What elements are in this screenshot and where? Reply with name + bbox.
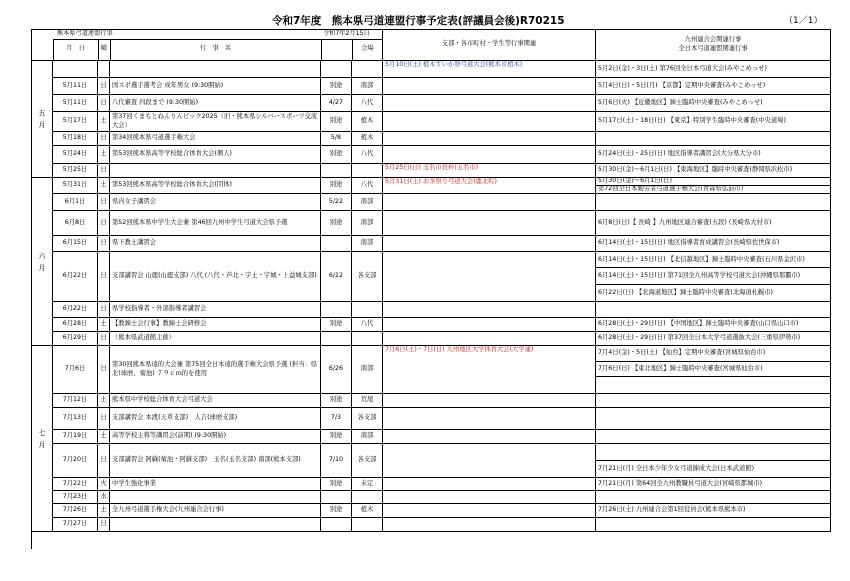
- month-label: 六 月: [31, 178, 53, 346]
- kyushu-event: [596, 478, 831, 491]
- header-left-block: [31, 29, 383, 61]
- event-deadline: 別途: [321, 146, 352, 164]
- kyushu-event-text: 6月14日(土)・15日(日) 地区指導者育成講習会(長崎県佐世保市): [598, 239, 780, 247]
- event-venue: 南部: [352, 194, 383, 211]
- kyushu-event-text: [596, 408, 830, 429]
- event-venue: 植木: [352, 504, 383, 518]
- event-venue: 八代: [352, 178, 383, 194]
- header-col-line: [53, 39, 54, 61]
- kyushu-event: [596, 78, 831, 95]
- branch-event-text: 7月6日(土)・7日(日) 九州地区大学体育大会(大学連): [385, 346, 534, 354]
- event-weekday: 日: [98, 408, 110, 430]
- event-name: 熊本県中学校総合体育大会弓道大会: [110, 394, 321, 408]
- event-weekday: 火: [98, 478, 110, 491]
- kyushu-event-text: [596, 491, 830, 503]
- event-date: 6月1日: [53, 194, 98, 211]
- event-deadline: 別途: [321, 430, 352, 444]
- table-row: [31, 236, 831, 252]
- event-name: [110, 518, 321, 532]
- branch-event: [383, 332, 596, 346]
- event-venue: 南部: [352, 78, 383, 95]
- event-deadline: 別途: [321, 478, 352, 491]
- event-name: 高等学校主将等講習会(前期) (9:30開始): [110, 430, 321, 444]
- event-venue: [352, 332, 383, 346]
- event-date: 6月29日: [53, 332, 98, 346]
- event-date: 6月15日: [53, 236, 98, 252]
- kyushu-event-text: 第72回全日本勤労者弓道選手権大会(青森県弘前市): [598, 185, 744, 193]
- header-kyushu-line2: 全日本弓道連盟関連行事: [678, 44, 748, 52]
- event-venue: 各支部: [352, 444, 383, 478]
- event-name: 【教錬士会行事】教錬士会研修会: [110, 318, 321, 332]
- event-deadline: 6/26: [321, 346, 352, 394]
- event-deadline: [321, 302, 352, 318]
- kyushu-event: [596, 132, 831, 146]
- event-date: 5月17日: [53, 112, 98, 132]
- header-col-line: [98, 39, 99, 61]
- branch-event: [383, 408, 596, 430]
- event-weekday: 日: [98, 132, 110, 146]
- event-deadline: 7/10: [321, 444, 352, 478]
- kyushu-event: [596, 394, 831, 408]
- kyushu-event: [596, 430, 831, 444]
- event-deadline: [321, 61, 352, 78]
- event-date: 7月13日: [53, 408, 98, 430]
- kyushu-event-text: 6月28日(土)・29日(日) 【中国地区】錬士臨時中央審査(山口県山口市): [598, 320, 799, 328]
- page-title: 令和7年度 熊本県弓道連盟行事予定表(評議員会後)R70215: [272, 15, 565, 27]
- event-name: （熊本県武道館主催）: [110, 332, 321, 346]
- header-name: 行 事 名: [200, 45, 231, 52]
- event-venue: 八代: [352, 146, 383, 164]
- kyushu-event: [596, 318, 831, 332]
- event-weekday: [98, 61, 110, 78]
- kyushu-event: [596, 236, 831, 252]
- table-row: [31, 430, 831, 444]
- event-deadline: 6/12: [321, 252, 352, 302]
- event-venue: 南部: [352, 211, 383, 236]
- event-venue: 南部: [352, 346, 383, 394]
- org-label: 熊本県弓道連盟行事: [57, 30, 113, 37]
- event-venue: 八代: [352, 95, 383, 112]
- event-date: 6月22日: [53, 302, 98, 318]
- kyushu-event: [596, 95, 831, 112]
- kyushu-event-text: [596, 444, 830, 461]
- table-row: [31, 408, 831, 430]
- event-deadline: [321, 491, 352, 504]
- event-venue: 南部: [352, 236, 383, 252]
- event-weekday: 日: [98, 346, 110, 394]
- event-name: 第52回熊本県中学生大会兼 第46回九州中学生弓道大会県予選: [110, 211, 321, 236]
- event-date: 7月20日: [53, 444, 98, 478]
- table-row: [31, 211, 831, 236]
- header-kyushu-line1: 九州連合会関連行事: [684, 36, 742, 44]
- event-date: 5月11日: [53, 78, 98, 95]
- event-deadline: 5/22: [321, 194, 352, 211]
- event-name: [110, 164, 321, 178]
- branch-event: [383, 236, 596, 252]
- event-name: 全九州弓道選手権大会(九州連合会行事): [110, 504, 321, 518]
- event-deadline: [321, 164, 352, 178]
- event-deadline: 別途: [321, 178, 352, 194]
- table-row: [31, 194, 831, 211]
- kyushu-event-text: 7月21日(月) 全日本少年少女弓道錬成大会(日本武道館): [598, 464, 755, 472]
- branch-event: [383, 61, 596, 78]
- kyushu-event-text: [596, 302, 830, 317]
- branch-event: [383, 302, 596, 318]
- event-weekday: 日: [98, 95, 110, 112]
- table-row: [31, 95, 831, 112]
- event-deadline: 別途: [321, 112, 352, 132]
- event-deadline: [321, 518, 352, 532]
- event-venue: [352, 302, 383, 318]
- table-row: [31, 252, 831, 302]
- event-venue: 未定: [352, 478, 383, 491]
- header-venue: 会場: [361, 45, 374, 52]
- table-row: [31, 112, 831, 132]
- kyushu-event-text: 5月6日(火) 【近畿地区】錬士臨時中央審査(みやこめっせ): [598, 98, 763, 106]
- table-header: [31, 29, 831, 61]
- event-date: 7月19日: [53, 430, 98, 444]
- event-venue: [352, 61, 383, 78]
- kyushu-event-text: 7月4日(金)・5日(土) 【仙台】定期中央審査(宮城県仙台市): [596, 346, 830, 362]
- event-weekday: 日: [98, 236, 110, 252]
- event-name: 第53回熊本県高等学校総合体育大会(団体): [110, 178, 321, 194]
- event-date: 7月6日: [53, 346, 98, 394]
- table-row: [31, 146, 831, 164]
- event-venue: [352, 164, 383, 178]
- event-venue: 各支部: [352, 408, 383, 430]
- event-name: 県内女子講習会: [110, 194, 321, 211]
- kyushu-event-text: 5月17日(土)・18日(日) 【東京】特別学生臨時中央審査(中央道場): [598, 117, 786, 125]
- event-weekday: 土: [98, 318, 110, 332]
- event-date: 5月11日: [53, 95, 98, 112]
- branch-event: [383, 95, 596, 112]
- schedule-table: [31, 29, 831, 549]
- kyushu-event: [596, 61, 831, 78]
- header-col-line: [352, 39, 353, 61]
- table-row: [31, 478, 831, 491]
- kyushu-event: [596, 194, 831, 211]
- kyushu-event-text: 5月2日(金)・3日(土) 第76回全日本弓道大会(みやこめっせ): [598, 64, 767, 72]
- event-date: 7月23日: [53, 491, 98, 504]
- event-name: 第37回くまもとねんりんピック2025（旧・熊本県シルバースポーツ交流大会）: [110, 112, 321, 132]
- header-branch: 支部・各市町村・学生等行事関連: [383, 29, 596, 61]
- event-weekday: 土: [98, 504, 110, 518]
- event-deadline: 5/8: [321, 132, 352, 146]
- kyushu-event-text: [596, 394, 830, 407]
- kyushu-event: [596, 112, 831, 132]
- event-weekday: 土: [98, 146, 110, 164]
- event-name: 八代審査 四段まで (9:30開始): [110, 95, 321, 112]
- table-row: [31, 346, 831, 394]
- event-weekday: 土: [98, 394, 110, 408]
- table-row: [31, 491, 831, 504]
- branch-event: [383, 504, 596, 518]
- branch-event: [383, 518, 596, 532]
- branch-event: [383, 252, 596, 302]
- kyushu-event: [596, 504, 831, 518]
- kyushu-event-text: 6月22日(日) 【北海道地区】錬士臨時中央審査(北海道札幌市): [598, 288, 773, 296]
- kyushu-event-text: 5月30日(金)～6月1日(日): [596, 178, 830, 186]
- event-deadline: 別途: [321, 504, 352, 518]
- event-deadline: 別途: [321, 211, 352, 236]
- date-note: 令和7年2月15日: [323, 30, 370, 37]
- branch-event: [383, 444, 596, 478]
- branch-event: [383, 78, 596, 95]
- kyushu-event-text: 6月28日(土)・29日(日) 第37回全日本大学弓道選抜大会(三重県伊勢市): [598, 334, 801, 342]
- event-date: 7月12日: [53, 394, 98, 408]
- branch-event-text: 5月25日(日) 玉名市長杯(玉名市): [385, 164, 479, 172]
- branch-event-text: 5月31日(土) お茶祭り弓道大会(鹿北町): [385, 178, 498, 186]
- kyushu-event-text: 5月24日(土)・25日(日) 地区指導者講習会(大分県大分市): [598, 150, 761, 158]
- kyushu-event-text: 7月6日(日) 【東北地区】錬士臨時中央審査(宮城県仙台市): [596, 362, 830, 378]
- event-name: 支部講習会 本渡(天草支部) 人吉(球磨支部): [110, 408, 321, 430]
- branch-event: [383, 146, 596, 164]
- branch-event: [383, 394, 596, 408]
- event-date: 6月22日: [53, 252, 98, 302]
- kyushu-event: [596, 491, 831, 504]
- table-row: [31, 318, 831, 332]
- branch-event: [383, 211, 596, 236]
- event-weekday: 土: [98, 112, 110, 132]
- event-deadline: [321, 332, 352, 346]
- header-divider: [53, 39, 383, 40]
- event-venue: 植木: [352, 132, 383, 146]
- kyushu-event-text: [596, 430, 830, 443]
- event-name: 第34回熊本県弓道選手権大会: [110, 132, 321, 146]
- branch-event: [383, 112, 596, 132]
- header-col-line: [321, 39, 322, 61]
- kyushu-event: [596, 332, 831, 346]
- event-weekday: 日: [98, 252, 110, 302]
- branch-event: [383, 132, 596, 146]
- event-venue: 八代: [352, 318, 383, 332]
- event-weekday: 日: [98, 332, 110, 346]
- event-date: 6月28日: [53, 318, 98, 332]
- branch-event: [383, 491, 596, 504]
- event-weekday: 日: [98, 211, 110, 236]
- kyushu-event-text: 6月14日(土)・15日(日) 【北信越地区】錬士臨時中央審査(石川県金沢市): [596, 252, 830, 268]
- kyushu-event: [596, 302, 831, 318]
- event-date: 5月31日: [53, 178, 98, 194]
- header-kyushu-stack: [678, 36, 747, 53]
- kyushu-event: [596, 146, 831, 164]
- event-deadline: 別途: [321, 394, 352, 408]
- event-date: [53, 61, 98, 78]
- table-row: [31, 78, 831, 95]
- event-name: [110, 491, 321, 504]
- table-row: [31, 444, 831, 478]
- kyushu-event-text: [596, 518, 830, 531]
- event-date: 5月25日: [53, 164, 98, 178]
- table-row: [31, 332, 831, 346]
- event-date: 5月18日: [53, 132, 98, 146]
- kyushu-event: [596, 444, 831, 478]
- event-deadline: 7/3: [321, 408, 352, 430]
- event-weekday: 水: [98, 491, 110, 504]
- table-row: [31, 178, 831, 194]
- kyushu-event: [596, 252, 831, 302]
- event-name: 第53回熊本県高等学校総合体育大会(個人): [110, 146, 321, 164]
- event-deadline: 別途: [321, 78, 352, 95]
- event-deadline: 別途: [321, 318, 352, 332]
- table-row: [31, 518, 831, 532]
- event-name: 県下教士講習会: [110, 236, 321, 252]
- event-weekday: 土: [98, 430, 110, 444]
- branch-event: [383, 478, 596, 491]
- header-dow: 曜: [100, 45, 108, 52]
- kyushu-event-text: 5月30日(金)～6月1日(日) 【東海地区】臨時中央審査(静岡県浜松市): [598, 166, 793, 174]
- kyushu-event: [596, 178, 831, 194]
- event-weekday: 土: [98, 178, 110, 194]
- event-name: 県学校指導者・外部指導者講習会: [110, 302, 321, 318]
- event-date: 7月22日: [53, 478, 98, 491]
- kyushu-event-text: [596, 194, 830, 210]
- header-kyushu: [596, 29, 831, 61]
- event-deadline: [321, 236, 352, 252]
- event-venue: 植木: [352, 112, 383, 132]
- event-name: 支部講習会 山鹿(山鹿支部) 八代 (八代・芦北・宇土・宇城・上益城支部): [110, 252, 321, 302]
- event-name: 支部講習会 阿蘇(菊池・阿蘇支部) 玉名(玉名支部) 南部(熊本支部): [110, 444, 321, 478]
- header-col-line: [110, 39, 111, 61]
- table-row: [31, 61, 831, 78]
- kyushu-event: [596, 164, 831, 178]
- event-venue: 荒尾: [352, 394, 383, 408]
- kyushu-event: [596, 211, 831, 236]
- kyushu-event-text: 7月26日(土) 九州連合会第1回役員会(熊本県熊本市): [598, 506, 746, 514]
- event-venue: [352, 491, 383, 504]
- event-name: 中学生強化事業: [110, 478, 321, 491]
- event-weekday: 日: [98, 194, 110, 211]
- kyushu-event-text: 7月21日(月) 第64回全九州教職員弓道大会(宮崎県都城市): [598, 479, 763, 487]
- branch-event: [383, 164, 596, 178]
- branch-event: [383, 430, 596, 444]
- event-weekday: 日: [98, 302, 110, 318]
- event-venue: 各支部: [352, 252, 383, 302]
- branch-event: [383, 346, 596, 394]
- event-date: 7月26日: [53, 504, 98, 518]
- table-row: [31, 132, 831, 146]
- kyushu-event-text: 6月14日(土)・15日(日) 第71回全九州高等学校弓道大会(沖縄県那覇市): [596, 268, 830, 284]
- kyushu-event: [596, 408, 831, 430]
- event-date: 7月27日: [53, 518, 98, 532]
- kyushu-event-text: 6月8日(日)【 長崎 】九州地区連合審査(五段) (長崎県大村市): [598, 218, 772, 226]
- kyushu-event: [596, 518, 831, 532]
- table-row: [31, 504, 831, 518]
- table-row: [31, 302, 831, 318]
- event-deadline: 4/27: [321, 95, 352, 112]
- kyushu-event-text: [596, 377, 830, 393]
- kyushu-event-text: 5月4日(日)・5日(月) 【京都】定期中央審査(みやこめっせ): [598, 81, 766, 89]
- month-label: 五 月: [31, 61, 53, 178]
- event-weekday: 日: [98, 164, 110, 178]
- page-number: （1／1）: [784, 16, 823, 26]
- header-date: 月 日: [66, 45, 85, 52]
- branch-event: [383, 194, 596, 211]
- event-weekday: 日: [98, 518, 110, 532]
- event-date: 5月24日: [53, 146, 98, 164]
- table-row: [31, 164, 831, 178]
- branch-event: [383, 178, 596, 194]
- kyushu-event-text: [596, 132, 830, 145]
- branch-event-text: 5月10日(土) 植木すいか祭弓道大会(熊本市植木): [385, 61, 523, 69]
- event-weekday: 日: [98, 444, 110, 478]
- event-weekday: 日: [98, 78, 110, 95]
- event-date: 6月8日: [53, 211, 98, 236]
- event-name: [110, 61, 321, 78]
- event-name: 国スポ選手選考会 成年男女 (9:30開始): [110, 78, 321, 95]
- branch-event: [383, 318, 596, 332]
- table-row: [31, 394, 831, 408]
- event-venue: [352, 518, 383, 532]
- event-venue: 南部: [352, 430, 383, 444]
- event-name: 第30回熊本県遠的大会兼 第75回全日本遠的選手権大会県予選 (担当：県北(球磨、菊池) ７９ｃｍ的を使用: [110, 346, 321, 394]
- kyushu-event: [596, 346, 831, 394]
- month-label: 七 月: [31, 346, 53, 532]
